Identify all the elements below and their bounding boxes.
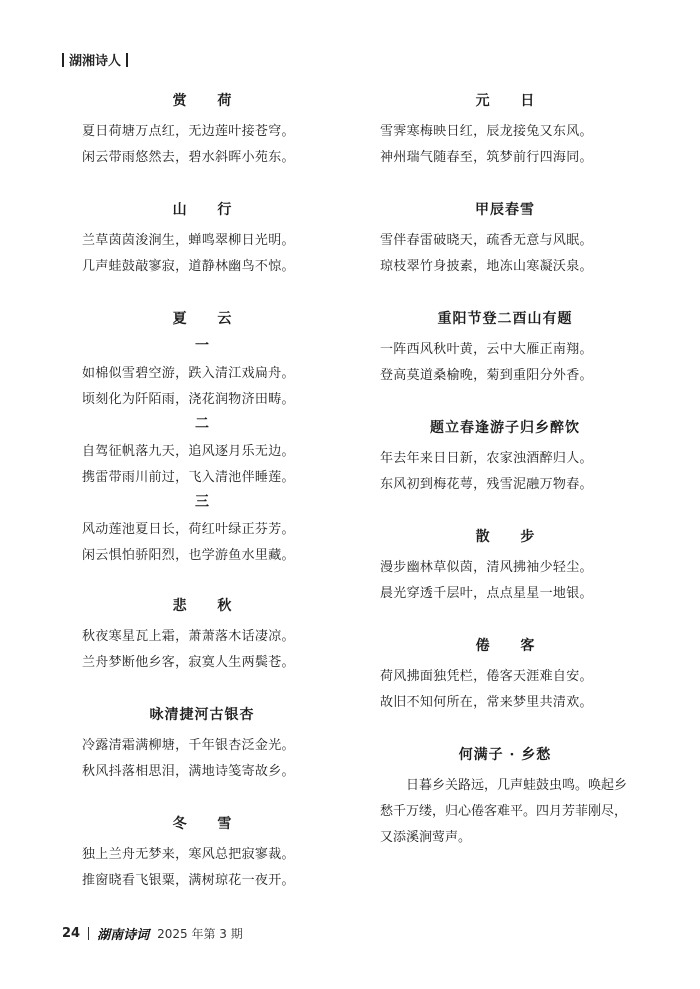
poem-line: 东风初到梅花萼，残雪泥融万物春。 [380,477,593,492]
poem-line: 风动莲池夏日长，荷红叶绿正芬芳。 [82,522,295,537]
poem-title: 倦 客 [475,638,548,654]
poem-title: 元 日 [475,93,548,109]
left-column [82,92,322,924]
poem-line: 闲云带雨悠然去，碧水斜晖小苑东。 [82,150,295,165]
poem [380,746,630,851]
section-title: 湖湘诗人 [69,54,122,69]
issue-label: 2025 年第 3 期 [157,927,243,941]
poem-title: 赏 荷 [172,93,245,109]
poem-line: 夏日荷塘万点红，无边莲叶接苍穹。 [82,124,295,139]
poem-prose: 日暮乡关路远，几声蛙鼓虫鸣。唤起乡愁千万缕，归心倦客难平。四月芳菲刚尽，又添溪涧莺声。 [380,778,628,845]
right-column [380,92,630,881]
poem [380,637,630,716]
poem [82,310,322,569]
poem-part-label: 三 [195,494,209,510]
poem-title: 重阳节登二酉山有题 [437,311,573,327]
poem-line: 闲云惧怕骄阳烈，也学游鱼水里藏。 [82,548,295,563]
poem [82,706,322,785]
poem-line: 雪伴春雷破晓天，疏香无意与风眠。 [380,233,593,248]
poem [82,815,322,894]
divider [88,927,89,940]
poem-title: 冬 雪 [172,816,245,832]
poem [82,92,322,171]
poem-line: 推窗晓看飞银粟，满树琼花一夜开。 [82,873,295,888]
poem [380,528,630,607]
poem-title: 甲辰春雪 [475,202,535,218]
poem-line: 晨光穿透千层叶，点点星星一地银。 [380,586,593,601]
poem [380,310,630,389]
poem-line: 年去年来日日新，农家浊酒醉归人。 [380,451,593,466]
poem-line: 顷刻化为阡陌雨，浇花润物济田畴。 [82,392,295,407]
divider [126,53,128,67]
poem-line: 如棉似雪碧空游，跌入清江戏扁舟。 [82,366,295,381]
poem-title: 咏清捷河古银杏 [149,707,255,723]
poem-line: 兰舟梦断他乡客，寂寞人生两鬓苍。 [82,655,295,670]
poem-title: 散 步 [475,529,548,545]
poem-line: 冷露清霜满柳塘，千年银杏泛金光。 [82,738,295,753]
page-footer [62,924,243,943]
poem-line: 携雷带雨川前过，飞入清池伴睡莲。 [82,470,295,485]
poem-line: 雪霁寒梅映日红，辰龙接兔又东风。 [380,124,593,139]
poem-line: 神州瑞气随春至，筑梦前行四海同。 [380,150,593,165]
poem-line: 秋风抖落相思泪，满地诗笺寄故乡。 [82,764,295,779]
poem [82,597,322,676]
poem [380,201,630,280]
poem-part-label: 一 [195,338,209,354]
poem-title: 山 行 [172,202,245,218]
poem-line: 登高莫道桑榆晚，菊到重阳分外香。 [380,368,593,383]
journal-logo: 湖南诗词 [97,928,150,943]
poem-line: 兰草茵茵浚涧生，蝉鸣翠柳日光明。 [82,233,295,248]
poem-line: 漫步幽林草似茵，清风拂袖少轻尘。 [380,560,593,575]
poem-line: 自驾征帆落九天，追风逐月乐无边。 [82,444,295,459]
poem-line: 几声蛙鼓敲寥寂，道静林幽鸟不惊。 [82,259,295,274]
page-number: 24 [62,926,81,941]
poem-line: 秋夜寒星瓦上霜，萧萧落木话凄凉。 [82,629,295,644]
poem [82,201,322,280]
poem-line: 琼枝翠竹身披素，地冻山寒凝沃泉。 [380,259,593,274]
poem-title: 何满子 · 乡愁 [458,747,552,763]
divider [62,53,64,67]
poem [380,92,630,171]
poem-title: 题立春逢游子归乡醉饮 [430,420,580,436]
poem [380,419,630,498]
poem-line: 独上兰舟无梦来，寒风总把寂寥裁。 [82,847,295,862]
poem-line: 荷风拂面独凭栏，倦客天涯难自安。 [380,669,593,684]
poem-line: 故旧不知何所在，常来梦里共清欢。 [380,695,593,710]
section-header [62,50,128,69]
poem-line: 一阵西风秋叶黄，云中大雁正南翔。 [380,342,593,357]
poem-title: 夏 云 [172,311,245,327]
poem-part-label: 二 [195,416,209,432]
poem-title: 悲 秋 [172,598,245,614]
